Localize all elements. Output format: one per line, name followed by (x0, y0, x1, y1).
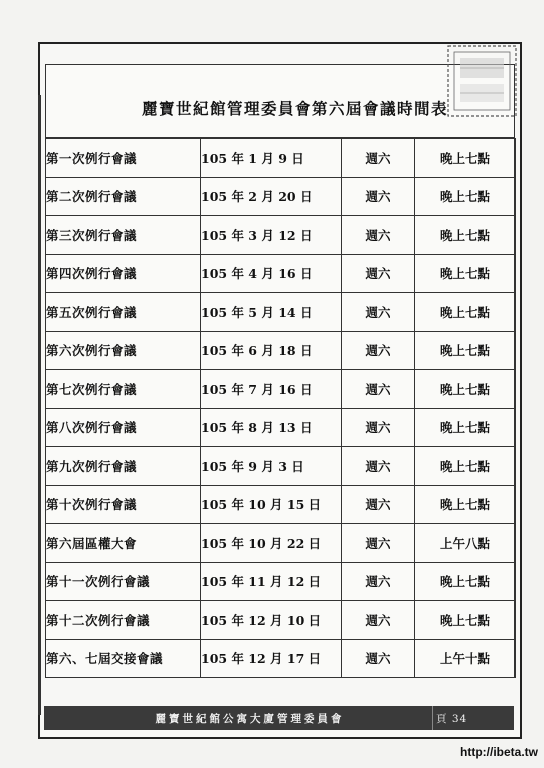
table-row (46, 331, 516, 370)
document-title: 麗寶世紀館管理委員會第六屆會議時間表 (141, 98, 448, 118)
meeting-weekday: 週六 (342, 639, 415, 678)
meeting-time: 晚上七點 (415, 601, 516, 640)
table-row (46, 177, 516, 216)
meeting-date: 105 年 10 月 22 日 (201, 524, 342, 563)
binding-rule (38, 95, 41, 715)
meeting-time: 晚上七點 (415, 485, 516, 524)
meeting-time: 晚上七點 (415, 408, 516, 447)
meeting-date: 105 年 2 月 20 日 (201, 177, 342, 216)
title-row (45, 64, 515, 138)
table-row (46, 408, 516, 447)
meeting-date: 105 年 12 月 10 日 (201, 601, 342, 640)
table-row (46, 639, 516, 678)
meeting-weekday: 週六 (342, 177, 415, 216)
meeting-date: 105 年 7 月 16 日 (201, 370, 342, 409)
meeting-time: 上午十點 (415, 639, 516, 678)
meeting-date: 105 年 6 月 18 日 (201, 331, 342, 370)
meeting-time: 晚上七點 (415, 370, 516, 409)
meeting-name: 第六屆區權大會 (46, 524, 201, 563)
meeting-time: 晚上七點 (415, 139, 516, 178)
table-row (46, 254, 516, 293)
meeting-date: 105 年 3 月 12 日 (201, 216, 342, 255)
meeting-weekday: 週六 (342, 254, 415, 293)
table-row (46, 293, 516, 332)
meeting-date: 105 年 9 月 3 日 (201, 447, 342, 486)
table-row (46, 562, 516, 601)
table-row (46, 485, 516, 524)
meeting-date: 105 年 1 月 9 日 (201, 139, 342, 178)
meeting-weekday: 週六 (342, 562, 415, 601)
official-seal-stamp-icon (446, 44, 518, 118)
meeting-name: 第八次例行會議 (46, 408, 201, 447)
table-row (46, 216, 516, 255)
meeting-name: 第六、七屆交接會議 (46, 639, 201, 678)
meeting-weekday: 週六 (342, 601, 415, 640)
meeting-date: 105 年 4 月 16 日 (201, 254, 342, 293)
meeting-date: 105 年 12 月 17 日 (201, 639, 342, 678)
meeting-time: 晚上七點 (415, 216, 516, 255)
page-number: 頁 34 (436, 712, 468, 725)
meeting-date: 105 年 5 月 14 日 (201, 293, 342, 332)
meeting-weekday: 週六 (342, 524, 415, 563)
meeting-time: 晚上七點 (415, 562, 516, 601)
meeting-weekday: 週六 (342, 331, 415, 370)
meeting-time: 晚上七點 (415, 293, 516, 332)
meeting-name: 第二次例行會議 (46, 177, 201, 216)
watermark-text: http://ibeta.tw (460, 745, 538, 759)
meeting-weekday: 週六 (342, 447, 415, 486)
footer-bar (44, 706, 514, 730)
meeting-name: 第十次例行會議 (46, 485, 201, 524)
meeting-name: 第六次例行會議 (46, 331, 201, 370)
table-row (46, 601, 516, 640)
table-row (46, 524, 516, 563)
meeting-name: 第十一次例行會議 (46, 562, 201, 601)
table-row (46, 447, 516, 486)
meeting-weekday: 週六 (342, 485, 415, 524)
meeting-time: 晚上七點 (415, 331, 516, 370)
meeting-weekday: 週六 (342, 139, 415, 178)
meeting-time: 晚上七點 (415, 254, 516, 293)
meeting-date: 105 年 11 月 12 日 (201, 562, 342, 601)
meeting-date: 105 年 8 月 13 日 (201, 408, 342, 447)
meeting-name: 第一次例行會議 (46, 139, 201, 178)
meeting-time: 晚上七點 (415, 447, 516, 486)
footer-divider (432, 706, 433, 730)
schedule-table (45, 138, 516, 678)
meeting-weekday: 週六 (342, 408, 415, 447)
meeting-time: 晚上七點 (415, 177, 516, 216)
table-row (46, 139, 516, 178)
table-row (46, 370, 516, 409)
footer-org: 麗寶世紀館公寓大廈管理委員會 (155, 712, 345, 725)
meeting-name: 第五次例行會議 (46, 293, 201, 332)
meeting-name: 第七次例行會議 (46, 370, 201, 409)
meeting-name: 第三次例行會議 (46, 216, 201, 255)
meeting-name: 第九次例行會議 (46, 447, 201, 486)
meeting-name: 第四次例行會議 (46, 254, 201, 293)
meeting-date: 105 年 10 月 15 日 (201, 485, 342, 524)
meeting-weekday: 週六 (342, 216, 415, 255)
meeting-name: 第十二次例行會議 (46, 601, 201, 640)
meeting-weekday: 週六 (342, 293, 415, 332)
meeting-weekday: 週六 (342, 370, 415, 409)
meeting-time: 上午八點 (415, 524, 516, 563)
